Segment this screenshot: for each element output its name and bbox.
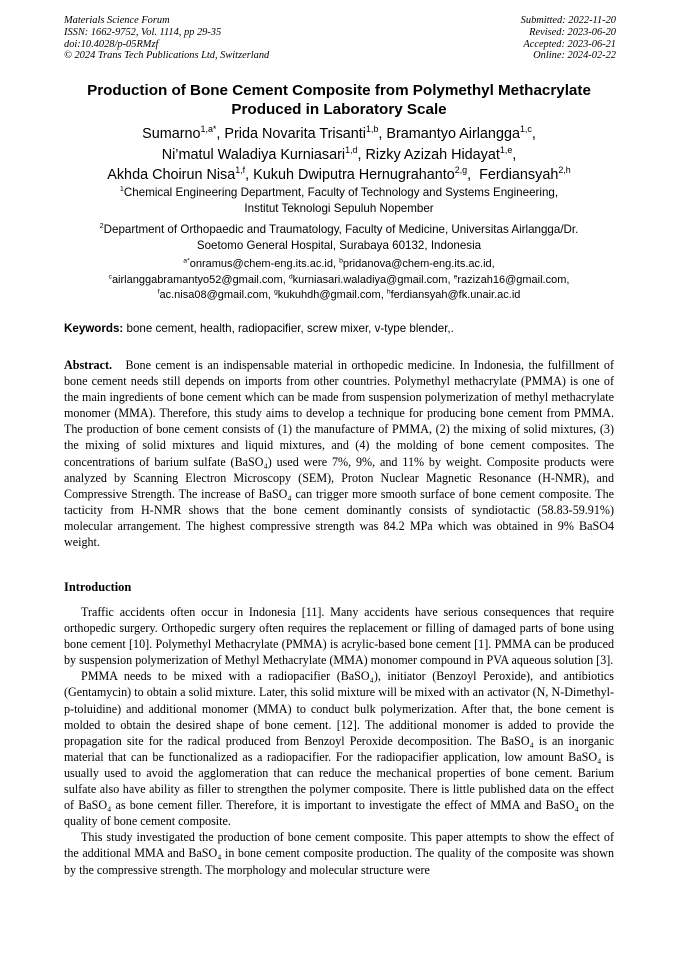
affiliation-number: 1 xyxy=(119,184,124,194)
author-separator: , xyxy=(467,167,480,183)
email-mark: b xyxy=(339,257,343,265)
author-list xyxy=(30,124,648,186)
paragraph: Traffic accidents often occur in Indonesia [11]. Many accidents have serious consequences that require orthopedic surgery. Orthopedic surgery often requires the replacement or filling of damaged parts of bone using bone cement [10]. Polymethyl Methacrylate (PMMA) is acrylic-based bone cement [1]. PMMA can be produced by suspension polymerization of Methyl Methacrylate (MMA) monomer compound in PVA aqueous solution [3]. xyxy=(64,605,614,668)
author-affiliation-mark: 2,h xyxy=(558,165,571,176)
email-mark: d xyxy=(288,272,293,280)
journal-info xyxy=(64,15,269,62)
author-separator: , xyxy=(378,126,387,142)
publication-dates xyxy=(521,15,616,62)
affiliation-text: Chemical Engineering Department, Faculty of Technology and Systems Engineering, xyxy=(123,186,559,199)
keywords-text: bone cement, health, radiopacifier, screw mixer, v-type blender,. xyxy=(123,322,454,335)
email-link[interactable]: razizah16@gmail.com xyxy=(457,273,567,286)
author-name: Ferdiansyah xyxy=(479,167,559,183)
affiliation-text: Soetomo General Hospital, Surabaya 60132, Indonesia xyxy=(196,238,482,252)
author-line-3 xyxy=(30,165,648,186)
email-mark: e xyxy=(453,272,458,280)
title-line-2: Produced in Laboratory Scale xyxy=(231,100,447,118)
author-separator: , xyxy=(512,146,517,163)
author-separator: , xyxy=(216,126,225,142)
copyright: © 2024 Trans Tech Publications Ltd, Switzerland xyxy=(64,50,270,62)
email-link[interactable]: ferdiansyah@fk.unair.ac.id xyxy=(390,289,521,302)
email-mark: a* xyxy=(183,257,190,265)
affiliation-2 xyxy=(40,222,638,253)
email-list: $^{a*}$onramus@chem-eng.its.ac.id, $^b$pridanova@chem-eng.its.ac.id, $^c$airlanggabramantyo52@gmail.com, $^d$kurniasari.waladiya@gmail.com, $^e$razizah16@gmail.com, $^f$ac.nisa08@gmail.com, $^g$kukuhdh@gmail.com, $^h$ferdiansyah@fk.unair.ac.id xyxy=(108,257,570,302)
paragraph: This study investigated the production of bone cement composite. This paper attempts to show the effect of the additional MMA and BaSO₄ in bone cement composite production. The quality of the composite was shown by the compressive strength. The morphology and molecular structure were xyxy=(64,830,614,877)
author-line-1 xyxy=(30,124,648,145)
revised-date: Revised: 2023-06-20 xyxy=(529,26,616,38)
issn: ISSN: 1662-9752, Vol. 1114, pp 29-35 xyxy=(64,26,222,38)
author-affiliation-mark: 1,b xyxy=(365,124,379,135)
doi[interactable]: doi:10.4028/p-05RMzf xyxy=(64,38,159,50)
email-mark: h xyxy=(386,288,391,296)
email-link[interactable]: pridanova@chem-eng.its.ac.id xyxy=(342,258,492,270)
affiliation-number: 2 xyxy=(99,221,104,231)
author-affiliation-mark: 2,g xyxy=(454,165,468,176)
author-separator: , xyxy=(531,126,536,142)
author-affiliation-mark: 1,f xyxy=(235,165,246,176)
author-name: Ni’matul Waladiya Kurniasari xyxy=(161,146,346,163)
author-name: Rizky Azizah Hidayat xyxy=(365,146,500,163)
author-affiliation-mark: 1,a* xyxy=(200,124,217,135)
introduction-body xyxy=(64,604,614,878)
author-name: Kukuh Dwiputra Hernugrahanto xyxy=(253,167,455,183)
abstract xyxy=(64,357,614,550)
email-mark: f xyxy=(157,288,160,296)
author-name: Bramantyo Airlangga xyxy=(386,126,520,142)
email-link[interactable]: kukuhdh@gmail.com xyxy=(277,289,381,302)
author-affiliation-mark: 1,e xyxy=(499,144,513,155)
submitted-date: Submitted: 2022-11-20 xyxy=(520,15,616,26)
email-mark: g xyxy=(274,288,278,296)
title-line-1: Production of Bone Cement Composite from Polymethyl Methacrylate xyxy=(87,82,591,99)
online-date: Online: 2024-02-22 xyxy=(533,50,616,62)
email-link[interactable]: onramus@chem-eng.its.ac.id xyxy=(189,258,333,270)
author-name: Sumarno xyxy=(142,126,201,142)
email-link[interactable]: kurniasari.waladiya@gmail.com xyxy=(292,273,448,286)
email-link[interactable]: ac.nisa08@gmail.com xyxy=(159,289,268,302)
paragraph: PMMA needs to be mixed with a radiopacifier (BaSO₄), initiator (Benzoyl Peroxide), and antibiotics (Gentamycin) to obtain a solid mixture. Later, this solid mixture will be mixed with an activator (N, N-Dimethyl-p-toluidine) and additional monomer (MMA) to conduct bulk polymerization. After that, the bone cement is molded to obtain the desired shape of bone cement. [12]. The additional monomer is added to provide the propagation site for the radical produced from Benzoyl Peroxide decomposition. The BaSO₄ is an inorganic material that can be functionalized as a radiopacifier. For the radiopacifier application, low amount BaSO₄ is usually used to avoid the agglomeration that can reduce the mechanical properties of bone cement. Barium sulfate also have ability as filler to strengthen the polymer composite. There is little published data on the effect of BaSO₄ as bone cement filler. Therefore, it is important to investigate the effect of MMA and BaSO₄ on the quality of bone cement composite. xyxy=(64,669,614,829)
email-link[interactable]: airlanggabramantyo52@gmail.com xyxy=(111,273,283,286)
keywords xyxy=(64,321,616,336)
keywords-label: Keywords: xyxy=(64,322,124,335)
author-affiliation-mark: 1,c xyxy=(519,124,532,135)
affiliation-text: Department of Orthopaedic and Traumatology, Faculty of Medicine, Universitas Airlangga/Dr. xyxy=(103,223,579,236)
author-name: Akhda Choirun Nisa xyxy=(107,167,236,183)
author-line-2 xyxy=(30,145,648,166)
author-affiliation-mark: 1,d xyxy=(345,144,358,155)
abstract-label: Abstract. xyxy=(64,358,113,372)
author-separator: , xyxy=(245,167,254,183)
abstract-text: Bone cement is an indispensable material in orthopedic medicine. In Indonesia, the fulfillment of bone cement needs still depends on imports from other countries. Polymethyl methacrylate (PMMA) is one of the main ingredients of bone cement which can be made from suspension polymerization of methyl methacrylate monomer (MMA). Therefore, this study aims to develop a technique for producing bone cement from PMMA. The production of bone cement consists of (1) the manufacture of PMMA, (2) the mixing of solid mixtures, (3) the mixing of solid mixtures and liquid mixtures, and (4) the molding of bone cement composites. The concentrations of barium sulfate (BaSO₄) used were 7%, 9%, and 11% by weight. Composite products were analyzed by Scanning Electron Microscopy (SEM), Proton Nuclear Magnetic Resonance (H-NMR), and Compressive Strength. The increase of BaSO₄ can trigger more smooth surface of bone cement composite. The tacticity from H-NMR shows that the bone cement dominantly consists of syndiotactic (58.83-59.91%) molecular arrangement. The highest compressive strength was 84.2 MPa which was obtained in 9% BaSO4 weight. xyxy=(64,358,615,550)
section-heading-introduction: Introduction xyxy=(64,580,132,594)
journal-name: Materials Science Forum xyxy=(64,15,170,26)
affiliation-text: Institut Teknologi Sepuluh Nopember xyxy=(244,201,434,215)
accepted-date: Accepted: 2023-06-21 xyxy=(523,38,616,50)
paper-title xyxy=(40,82,638,119)
author-name: Prida Novarita Trisanti xyxy=(224,126,366,142)
email-mark: c xyxy=(108,272,112,280)
affiliation-1 xyxy=(40,185,638,216)
author-separator: , xyxy=(357,146,366,163)
